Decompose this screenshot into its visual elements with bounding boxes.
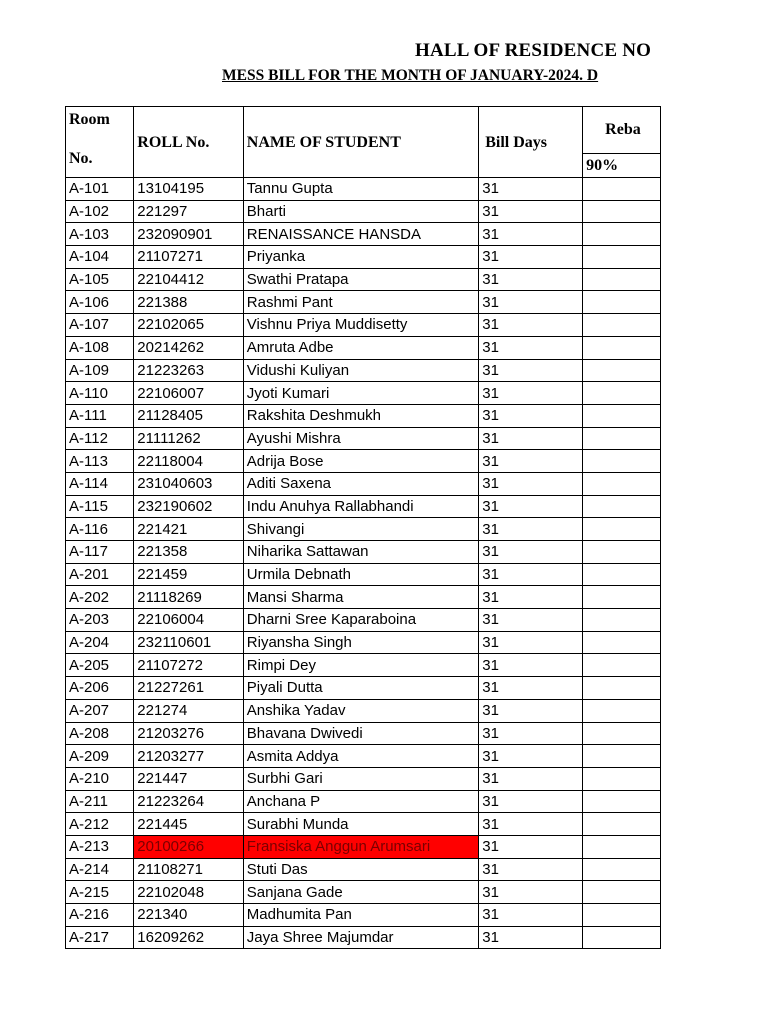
table-row bbox=[66, 382, 661, 405]
bill-days-cell[interactable]: 31 bbox=[479, 609, 583, 632]
roll-cell[interactable]: 21203277 bbox=[134, 745, 243, 768]
bill-days-cell[interactable]: 31 bbox=[479, 745, 583, 768]
bill-days-cell[interactable]: 31 bbox=[479, 246, 583, 269]
rebate-cell[interactable] bbox=[583, 926, 661, 949]
room-cell[interactable]: A-208 bbox=[66, 722, 134, 745]
bill-days-cell[interactable]: 31 bbox=[479, 677, 583, 700]
name-cell[interactable]: Tannu Gupta bbox=[243, 178, 478, 201]
table-row bbox=[66, 699, 661, 722]
room-cell[interactable]: A-111 bbox=[66, 404, 134, 427]
roll-cell[interactable]: 22102048 bbox=[134, 881, 243, 904]
bill-days-cell[interactable]: 31 bbox=[479, 563, 583, 586]
table-row bbox=[66, 926, 661, 949]
name-cell[interactable]: Jyoti Kumari bbox=[243, 382, 478, 405]
room-cell[interactable]: A-201 bbox=[66, 563, 134, 586]
room-cell[interactable]: A-215 bbox=[66, 881, 134, 904]
room-cell[interactable]: A-116 bbox=[66, 518, 134, 541]
name-cell[interactable]: Asmita Addya bbox=[243, 745, 478, 768]
roll-cell[interactable]: 13104195 bbox=[134, 178, 243, 201]
room-cell[interactable]: A-108 bbox=[66, 336, 134, 359]
bill-days-cell[interactable]: 31 bbox=[479, 268, 583, 291]
room-cell[interactable]: A-216 bbox=[66, 904, 134, 927]
bill-days-cell[interactable]: 31 bbox=[479, 858, 583, 881]
roll-cell[interactable]: 231040603 bbox=[134, 472, 243, 495]
bill-days-cell[interactable]: 31 bbox=[479, 382, 583, 405]
bill-days-cell[interactable]: 31 bbox=[479, 178, 583, 201]
rebate-cell[interactable] bbox=[583, 722, 661, 745]
name-cell[interactable]: Rimpi Dey bbox=[243, 654, 478, 677]
room-cell[interactable]: A-214 bbox=[66, 858, 134, 881]
table-row bbox=[66, 790, 661, 813]
room-cell[interactable]: A-217 bbox=[66, 926, 134, 949]
roll-cell[interactable]: 22102065 bbox=[134, 314, 243, 337]
room-cell[interactable]: A-105 bbox=[66, 268, 134, 291]
roll-cell[interactable]: 221447 bbox=[134, 767, 243, 790]
rebate-cell[interactable] bbox=[583, 518, 661, 541]
roll-cell[interactable]: 21118269 bbox=[134, 586, 243, 609]
name-cell[interactable]: Sanjana Gade bbox=[243, 881, 478, 904]
rebate-cell[interactable] bbox=[583, 881, 661, 904]
rebate-header: Reba bbox=[583, 107, 661, 154]
rebate-cell[interactable] bbox=[583, 268, 661, 291]
name-cell[interactable]: Priyanka bbox=[243, 246, 478, 269]
bill-days-cell[interactable]: 31 bbox=[479, 223, 583, 246]
roll-cell[interactable]: 221340 bbox=[134, 904, 243, 927]
bill-days-cell[interactable]: 31 bbox=[479, 790, 583, 813]
room-cell[interactable]: A-112 bbox=[66, 427, 134, 450]
rebate-cell[interactable] bbox=[583, 904, 661, 927]
name-cell[interactable]: Madhumita Pan bbox=[243, 904, 478, 927]
name-cell[interactable]: Rashmi Pant bbox=[243, 291, 478, 314]
table-row bbox=[66, 813, 661, 836]
name-cell[interactable]: Vishnu Priya Muddisetty bbox=[243, 314, 478, 337]
bill-days-cell[interactable]: 31 bbox=[479, 359, 583, 382]
rebate-cell[interactable] bbox=[583, 835, 661, 858]
roll-cell[interactable]: 21111262 bbox=[134, 427, 243, 450]
name-cell[interactable]: Surabhi Munda bbox=[243, 813, 478, 836]
rebate-percent-header: 90% bbox=[583, 153, 661, 177]
name-cell[interactable]: Indu Anuhya Rallabhandi bbox=[243, 495, 478, 518]
name-cell[interactable]: Surbhi Gari bbox=[243, 767, 478, 790]
name-cell[interactable]: Shivangi bbox=[243, 518, 478, 541]
room-cell[interactable]: A-104 bbox=[66, 246, 134, 269]
roll-cell[interactable]: 221274 bbox=[134, 699, 243, 722]
room-cell[interactable]: A-103 bbox=[66, 223, 134, 246]
name-cell[interactable]: Anchana P bbox=[243, 790, 478, 813]
rebate-cell[interactable] bbox=[583, 654, 661, 677]
rebate-cell[interactable] bbox=[583, 745, 661, 768]
room-cell[interactable]: A-114 bbox=[66, 472, 134, 495]
bill-days-cell[interactable]: 31 bbox=[479, 904, 583, 927]
document-subtitle: MESS BILL FOR THE MONTH OF JANUARY-2024. D bbox=[222, 67, 599, 84]
bill-days-cell[interactable]: 31 bbox=[479, 291, 583, 314]
rebate-cell[interactable] bbox=[583, 359, 661, 382]
name-cell[interactable]: Anshika Yadav bbox=[243, 699, 478, 722]
table-row bbox=[66, 586, 661, 609]
rebate-cell[interactable] bbox=[583, 813, 661, 836]
room-header-line2: No. bbox=[69, 150, 93, 167]
bill-days-cell[interactable]: 31 bbox=[479, 654, 583, 677]
table-row bbox=[66, 858, 661, 881]
name-cell[interactable]: Riyansha Singh bbox=[243, 631, 478, 654]
document-title: HALL OF RESIDENCE NO bbox=[415, 40, 652, 61]
room-cell[interactable]: A-213 bbox=[66, 835, 134, 858]
bill-days-cell[interactable]: 31 bbox=[479, 472, 583, 495]
roll-cell[interactable]: 21128405 bbox=[134, 404, 243, 427]
roll-cell[interactable]: 221388 bbox=[134, 291, 243, 314]
bill-days-cell[interactable]: 31 bbox=[479, 495, 583, 518]
room-cell[interactable]: A-203 bbox=[66, 609, 134, 632]
bill-days-cell[interactable]: 31 bbox=[479, 926, 583, 949]
rebate-cell[interactable] bbox=[583, 314, 661, 337]
rebate-cell[interactable] bbox=[583, 450, 661, 473]
table-row bbox=[66, 268, 661, 291]
rebate-cell[interactable] bbox=[583, 495, 661, 518]
table-row bbox=[66, 881, 661, 904]
roll-cell[interactable]: 16209262 bbox=[134, 926, 243, 949]
name-cell[interactable]: Bhavana Dwivedi bbox=[243, 722, 478, 745]
rebate-cell[interactable] bbox=[583, 200, 661, 223]
name-cell[interactable]: Vidushi Kuliyan bbox=[243, 359, 478, 382]
table-row bbox=[66, 404, 661, 427]
roll-cell[interactable]: 221297 bbox=[134, 200, 243, 223]
room-header bbox=[66, 107, 134, 178]
table-row bbox=[66, 541, 661, 564]
room-cell[interactable]: A-102 bbox=[66, 200, 134, 223]
rebate-cell[interactable] bbox=[583, 631, 661, 654]
table-row bbox=[66, 336, 661, 359]
room-cell[interactable]: A-115 bbox=[66, 495, 134, 518]
roll-cell[interactable]: 21108271 bbox=[134, 858, 243, 881]
room-cell[interactable]: A-106 bbox=[66, 291, 134, 314]
bill-days-cell[interactable]: 31 bbox=[479, 518, 583, 541]
bill-days-cell[interactable]: 31 bbox=[479, 314, 583, 337]
rebate-cell[interactable] bbox=[583, 246, 661, 269]
table-row bbox=[66, 314, 661, 337]
rebate-cell[interactable] bbox=[583, 563, 661, 586]
table-row bbox=[66, 178, 661, 201]
roll-cell[interactable]: 21107271 bbox=[134, 246, 243, 269]
bill-days-cell[interactable]: 31 bbox=[479, 336, 583, 359]
rebate-cell[interactable] bbox=[583, 178, 661, 201]
roll-cell[interactable]: 22104412 bbox=[134, 268, 243, 291]
roll-cell[interactable]: 232110601 bbox=[134, 631, 243, 654]
name-header: NAME OF STUDENT bbox=[243, 107, 478, 178]
rebate-cell[interactable] bbox=[583, 699, 661, 722]
bill-days-cell[interactable]: 31 bbox=[479, 767, 583, 790]
room-cell[interactable]: A-110 bbox=[66, 382, 134, 405]
roll-cell[interactable]: 221459 bbox=[134, 563, 243, 586]
name-cell[interactable]: Rakshita Deshmukh bbox=[243, 404, 478, 427]
name-cell[interactable]: Adrija Bose bbox=[243, 450, 478, 473]
rebate-cell[interactable] bbox=[583, 404, 661, 427]
table-row bbox=[66, 677, 661, 700]
table-row bbox=[66, 518, 661, 541]
room-header-line1: Room bbox=[69, 111, 110, 128]
table-row bbox=[66, 767, 661, 790]
roll-cell[interactable]: 21223263 bbox=[134, 359, 243, 382]
bill-days-cell[interactable]: 31 bbox=[479, 427, 583, 450]
name-cell[interactable]: Fransiska Anggun Arumsari bbox=[243, 835, 478, 858]
roll-cell[interactable]: 22106007 bbox=[134, 382, 243, 405]
roll-cell[interactable]: 22118004 bbox=[134, 450, 243, 473]
mess-bill-table bbox=[65, 106, 661, 949]
bill-days-cell[interactable]: 31 bbox=[479, 200, 583, 223]
bill-days-cell[interactable]: 31 bbox=[479, 813, 583, 836]
roll-cell[interactable]: 21223264 bbox=[134, 790, 243, 813]
rebate-cell[interactable] bbox=[583, 767, 661, 790]
roll-cell[interactable]: 221421 bbox=[134, 518, 243, 541]
table-row bbox=[66, 563, 661, 586]
room-cell[interactable]: A-205 bbox=[66, 654, 134, 677]
roll-cell[interactable]: 21227261 bbox=[134, 677, 243, 700]
table-row bbox=[66, 291, 661, 314]
room-cell[interactable]: A-113 bbox=[66, 450, 134, 473]
room-cell[interactable]: A-202 bbox=[66, 586, 134, 609]
roll-cell[interactable]: 221445 bbox=[134, 813, 243, 836]
roll-cell[interactable]: 232090901 bbox=[134, 223, 243, 246]
name-cell[interactable]: RENAISSANCE HANSDA bbox=[243, 223, 478, 246]
table-row bbox=[66, 835, 661, 858]
table-row bbox=[66, 609, 661, 632]
header-row bbox=[66, 107, 661, 154]
rebate-cell[interactable] bbox=[583, 541, 661, 564]
name-cell[interactable]: Amruta Adbe bbox=[243, 336, 478, 359]
table-row bbox=[66, 246, 661, 269]
roll-header: ROLL No. bbox=[134, 107, 243, 178]
table-row bbox=[66, 472, 661, 495]
bill-days-cell[interactable]: 31 bbox=[479, 699, 583, 722]
name-cell[interactable]: Mansi Sharma bbox=[243, 586, 478, 609]
bill-days-cell[interactable]: 31 bbox=[479, 541, 583, 564]
rebate-cell[interactable] bbox=[583, 223, 661, 246]
table-row bbox=[66, 223, 661, 246]
bill-days-cell[interactable]: 31 bbox=[479, 835, 583, 858]
rebate-cell[interactable] bbox=[583, 790, 661, 813]
roll-cell[interactable]: 21107272 bbox=[134, 654, 243, 677]
name-cell[interactable]: Niharika Sattawan bbox=[243, 541, 478, 564]
room-cell[interactable]: A-206 bbox=[66, 677, 134, 700]
bill-days-cell[interactable]: 31 bbox=[479, 404, 583, 427]
room-cell[interactable]: A-212 bbox=[66, 813, 134, 836]
name-cell[interactable]: Dharni Sree Kaparaboina bbox=[243, 609, 478, 632]
table-row bbox=[66, 495, 661, 518]
roll-cell[interactable]: 21203276 bbox=[134, 722, 243, 745]
table-row bbox=[66, 450, 661, 473]
bill-days-cell[interactable]: 31 bbox=[479, 722, 583, 745]
rebate-cell[interactable] bbox=[583, 677, 661, 700]
name-cell[interactable]: Urmila Debnath bbox=[243, 563, 478, 586]
bill-days-cell[interactable]: 31 bbox=[479, 586, 583, 609]
table-row bbox=[66, 654, 661, 677]
roll-cell[interactable]: 20100266 bbox=[134, 835, 243, 858]
room-cell[interactable]: A-107 bbox=[66, 314, 134, 337]
room-cell[interactable]: A-101 bbox=[66, 178, 134, 201]
table-row bbox=[66, 904, 661, 927]
rebate-cell[interactable] bbox=[583, 382, 661, 405]
rebate-cell[interactable] bbox=[583, 472, 661, 495]
table-row bbox=[66, 631, 661, 654]
name-cell[interactable]: Ayushi Mishra bbox=[243, 427, 478, 450]
table-row bbox=[66, 359, 661, 382]
bill-days-cell[interactable]: 31 bbox=[479, 881, 583, 904]
room-cell[interactable]: A-209 bbox=[66, 745, 134, 768]
rebate-cell[interactable] bbox=[583, 336, 661, 359]
name-cell[interactable]: Bharti bbox=[243, 200, 478, 223]
table-row bbox=[66, 745, 661, 768]
roll-cell[interactable]: 22106004 bbox=[134, 609, 243, 632]
room-cell[interactable]: A-204 bbox=[66, 631, 134, 654]
room-cell[interactable]: A-109 bbox=[66, 359, 134, 382]
rebate-cell[interactable] bbox=[583, 427, 661, 450]
bill-days-header: Bill Days bbox=[479, 107, 583, 178]
rebate-cell[interactable] bbox=[583, 609, 661, 632]
name-cell[interactable]: Jaya Shree Majumdar bbox=[243, 926, 478, 949]
name-cell[interactable]: Piyali Dutta bbox=[243, 677, 478, 700]
bill-days-cell[interactable]: 31 bbox=[479, 631, 583, 654]
roll-cell[interactable]: 221358 bbox=[134, 541, 243, 564]
room-cell[interactable]: A-117 bbox=[66, 541, 134, 564]
roll-cell[interactable]: 232190602 bbox=[134, 495, 243, 518]
name-cell[interactable]: Stuti Das bbox=[243, 858, 478, 881]
table-row bbox=[66, 200, 661, 223]
room-cell[interactable]: A-211 bbox=[66, 790, 134, 813]
rebate-cell[interactable] bbox=[583, 291, 661, 314]
name-cell[interactable]: Swathi Pratapa bbox=[243, 268, 478, 291]
rebate-cell[interactable] bbox=[583, 858, 661, 881]
room-cell[interactable]: A-207 bbox=[66, 699, 134, 722]
room-cell[interactable]: A-210 bbox=[66, 767, 134, 790]
bill-days-cell[interactable]: 31 bbox=[479, 450, 583, 473]
rebate-cell[interactable] bbox=[583, 586, 661, 609]
roll-cell[interactable]: 20214262 bbox=[134, 336, 243, 359]
table-row bbox=[66, 722, 661, 745]
table-row bbox=[66, 427, 661, 450]
name-cell[interactable]: Aditi Saxena bbox=[243, 472, 478, 495]
